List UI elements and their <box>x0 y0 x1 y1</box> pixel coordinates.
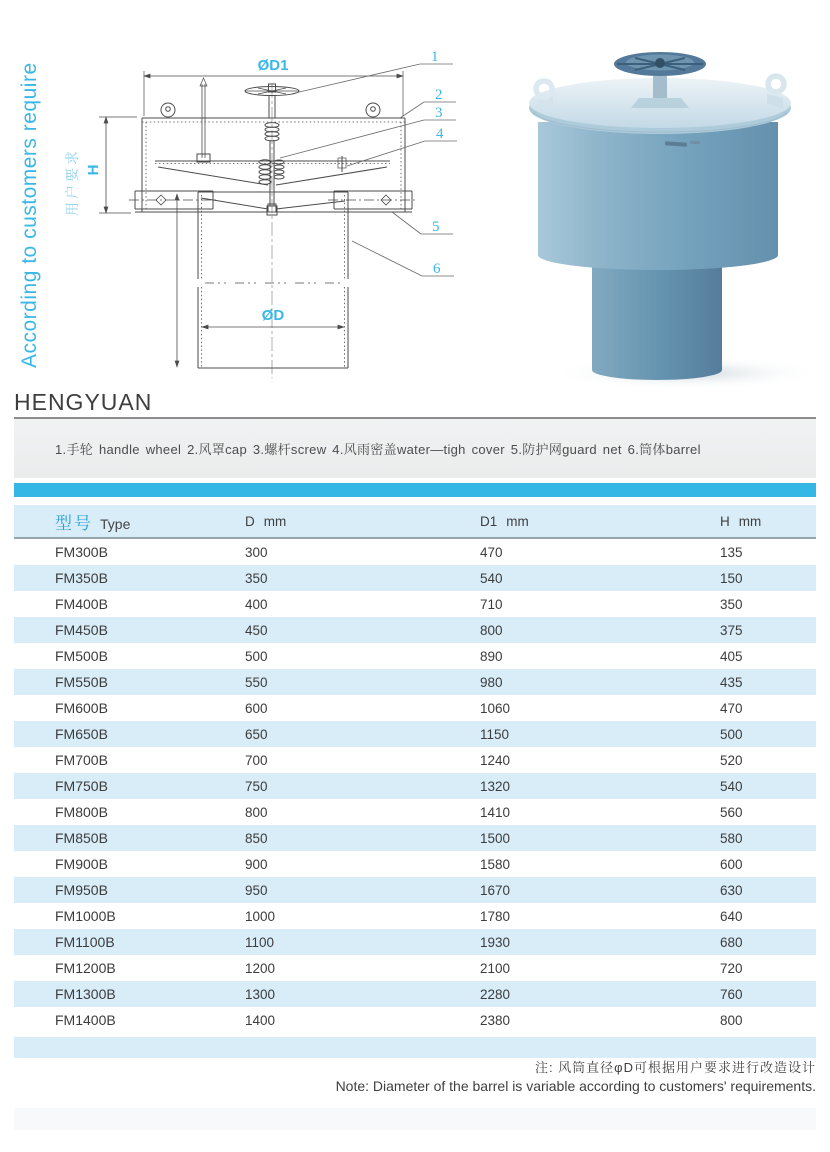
ventilation-cap-section <box>99 64 457 378</box>
spec-row <box>14 877 816 903</box>
footnote <box>336 1058 816 1096</box>
technical-drawing <box>85 46 460 386</box>
header-d1: D1 mm <box>480 513 529 529</box>
value-cell: 1580 <box>480 856 511 872</box>
value-cell: 1200 <box>245 960 276 976</box>
model-cell: FM850B <box>55 830 108 846</box>
value-cell: 1670 <box>480 882 511 898</box>
value-cell: 1060 <box>480 700 511 716</box>
value-cell: 300 <box>245 544 268 560</box>
spec-row <box>14 955 816 981</box>
value-cell: 450 <box>245 622 268 638</box>
value-cell: 750 <box>245 778 268 794</box>
model-cell: FM300B <box>55 544 108 560</box>
value-cell: 1500 <box>480 830 511 846</box>
value-cell: 1320 <box>480 778 511 794</box>
model-cell: FM650B <box>55 726 108 742</box>
table-accent-bar <box>14 483 816 497</box>
model-cell: FM450B <box>55 622 108 638</box>
model-cell: FM400B <box>55 596 108 612</box>
value-cell: 405 <box>720 648 743 664</box>
spec-row <box>14 617 816 643</box>
spec-row <box>14 825 816 851</box>
part-label-4: 4 <box>436 126 444 142</box>
value-cell: 1300 <box>245 986 276 1002</box>
value-cell: 350 <box>720 596 743 612</box>
value-cell: 640 <box>720 908 743 924</box>
spec-row <box>14 721 816 747</box>
photo-barrel <box>592 252 722 380</box>
value-cell: 2100 <box>480 960 511 976</box>
model-cell: FM600B <box>55 700 108 716</box>
footnote-chinese: 注: 风筒直径φD可根据用户要求进行改造设计 <box>534 1060 816 1075</box>
product-photo <box>497 42 823 392</box>
spec-row <box>14 565 816 591</box>
value-cell: 1780 <box>480 908 511 924</box>
parts-legend-text: 1.手轮 handle wheel 2.风罩cap 3.螺杆screw 4.风雨密盖water—tigh cover 5.防护网guard net 6.筒体barrel <box>55 442 701 457</box>
model-cell: FM1400B <box>55 1012 116 1028</box>
value-cell: 600 <box>720 856 743 872</box>
part-label-1: 1 <box>431 49 439 65</box>
photo-lug-left <box>536 81 553 110</box>
spec-row <box>14 695 816 721</box>
brand-title: HENGYUAN <box>14 389 153 415</box>
photo-lug-right <box>767 76 784 108</box>
value-cell: 800 <box>480 622 503 638</box>
value-cell: 350 <box>245 570 268 586</box>
spec-row <box>14 799 816 825</box>
part-label-6: 6 <box>433 261 441 277</box>
dim-label-d: ØD <box>261 307 285 324</box>
spec-row <box>14 773 816 799</box>
value-cell: 630 <box>720 882 743 898</box>
spec-row <box>14 929 816 955</box>
part-label-5: 5 <box>432 219 440 235</box>
spec-table <box>14 505 816 1058</box>
spec-row <box>14 981 816 1007</box>
value-cell: 435 <box>720 674 743 690</box>
value-cell: 540 <box>720 778 743 794</box>
value-cell: 1000 <box>245 908 276 924</box>
value-cell: 680 <box>720 934 743 950</box>
spec-row <box>14 1007 816 1033</box>
value-cell: 500 <box>245 648 268 664</box>
header-type <box>14 509 245 534</box>
value-cell: 1100 <box>245 934 275 950</box>
value-cell: 720 <box>720 960 743 976</box>
header-type-en: Type <box>100 515 131 532</box>
model-cell: FM700B <box>55 752 108 768</box>
value-cell: 650 <box>245 726 268 742</box>
parts-legend <box>14 419 816 478</box>
dim-label-d1: ØD1 <box>257 57 289 74</box>
bottom-band <box>14 1108 816 1130</box>
value-cell: 550 <box>245 674 268 690</box>
spec-row <box>14 851 816 877</box>
spec-table-rows <box>14 539 816 1033</box>
value-cell: 400 <box>245 596 268 612</box>
value-cell: 850 <box>245 830 268 846</box>
spec-row <box>14 591 816 617</box>
model-cell: FM500B <box>55 648 108 664</box>
value-cell: 150 <box>720 570 743 586</box>
value-cell: 760 <box>720 986 743 1002</box>
spec-row <box>14 669 816 695</box>
value-cell: 710 <box>480 596 503 612</box>
value-cell: 500 <box>720 726 743 742</box>
vertical-note-chinese: 用户要求 <box>64 148 80 216</box>
vertical-note-english: According to customers require <box>18 62 41 368</box>
spec-row <box>14 903 816 929</box>
value-cell: 1410 <box>480 804 511 820</box>
value-cell: 1400 <box>245 1012 276 1028</box>
model-cell: FM1200B <box>55 960 116 976</box>
value-cell: 800 <box>245 804 268 820</box>
value-cell: 1930 <box>480 934 511 950</box>
value-cell: 375 <box>720 622 743 638</box>
spec-row <box>14 747 816 773</box>
value-cell: 600 <box>245 700 268 716</box>
value-cell: 800 <box>720 1012 743 1028</box>
spec-row <box>14 539 816 565</box>
model-cell: FM900B <box>55 856 108 872</box>
model-cell: FM1000B <box>55 908 116 924</box>
model-cell: FM550B <box>55 674 108 690</box>
model-cell: FM1300B <box>55 986 116 1002</box>
spec-table-header <box>14 505 816 539</box>
model-cell: FM800B <box>55 804 108 820</box>
header-h: H mm <box>720 513 762 529</box>
value-cell: 980 <box>480 674 503 690</box>
value-cell: 580 <box>720 830 743 846</box>
dim-label-h: H <box>85 164 102 176</box>
value-cell: 520 <box>720 752 743 768</box>
value-cell: 950 <box>245 882 268 898</box>
value-cell: 470 <box>480 544 503 560</box>
part-label-2: 2 <box>435 87 443 103</box>
value-cell: 1240 <box>480 752 511 768</box>
value-cell: 540 <box>480 570 503 586</box>
header-type-zh: 型号 <box>55 513 93 533</box>
value-cell: 900 <box>245 856 268 872</box>
footnote-english: Note: Diameter of the barrel is variable according to customers' requirements. <box>335 1078 816 1094</box>
value-cell: 560 <box>720 804 743 820</box>
value-cell: 2280 <box>480 986 511 1002</box>
spec-row <box>14 643 816 669</box>
value-cell: 890 <box>480 648 503 664</box>
photo-cap-body <box>538 122 778 270</box>
value-cell: 700 <box>245 752 268 768</box>
value-cell: 1150 <box>480 726 510 742</box>
model-cell: FM1100B <box>55 934 115 950</box>
header-d: D mm <box>245 513 287 529</box>
part-label-3: 3 <box>435 105 443 121</box>
model-cell: FM750B <box>55 778 108 794</box>
model-cell: FM350B <box>55 570 108 586</box>
value-cell: 470 <box>720 700 743 716</box>
empty-tail-row <box>14 1037 816 1058</box>
model-cell: FM950B <box>55 882 108 898</box>
value-cell: 2380 <box>480 1012 511 1028</box>
value-cell: 135 <box>720 544 743 560</box>
